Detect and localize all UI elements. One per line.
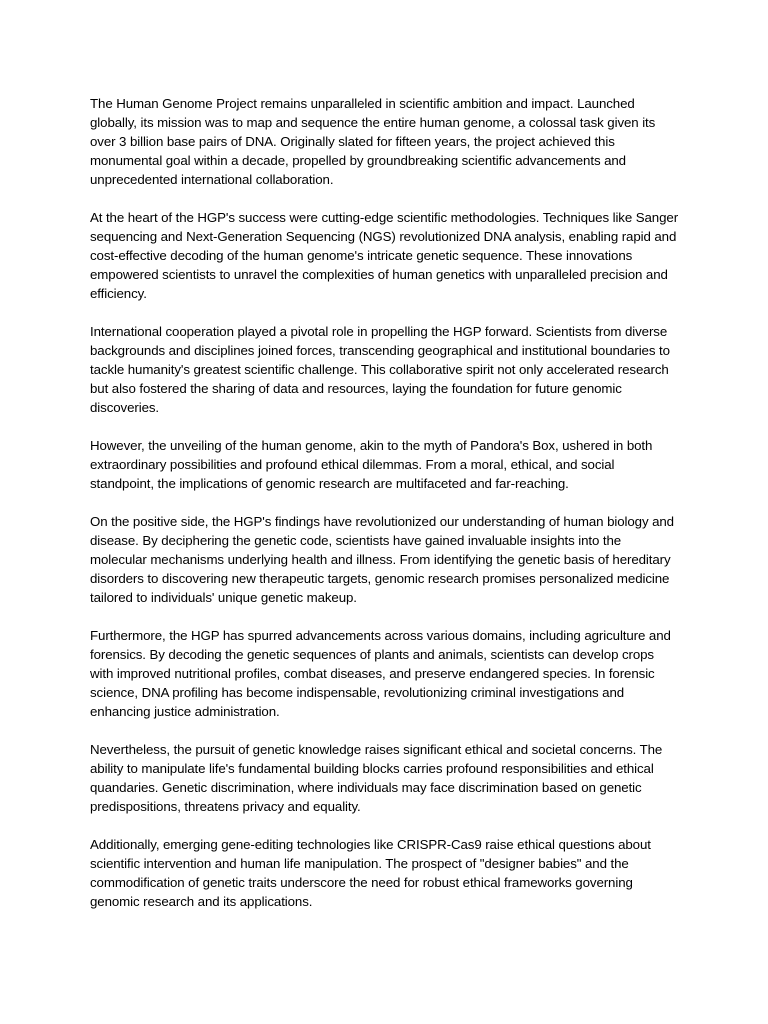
paragraph-4: However, the unveiling of the human genome, akin to the myth of Pandora's Box, ushered in both extraordinary possibilities and profound ethical dilemmas. From a moral, ethical, and social standpoint, the implications of genomic research are multifaceted and far-reaching. [90,438,653,491]
paragraph-5: On the positive side, the HGP's findings have revolutionized our understanding of human biology and disease. By deciphering the genetic code, scientists have gained invaluable insights into the molecular mechanisms underlying health and illness. From identifying the genetic basis of hereditary disorders to discovering new therapeutic targets, genomic research promises personalized medicine tailored to individuals' unique genetic makeup. [90,514,674,605]
document-body [90,94,680,930]
paragraph-8: Additionally, emerging gene-editing technologies like CRISPR-Cas9 raise ethical questions about scientific intervention and human life manipulation. The prospect of "designer babies" and the commodification of genetic traits underscore the need for robust ethical frameworks governing genomic research and its applications. [90,837,651,909]
paragraph-1: The Human Genome Project remains unparalleled in scientific ambition and impact. Launched globally, its mission was to map and sequence the entire human genome, a colossal task given its over 3 billion base pairs of DNA. Originally slated for fifteen years, the project achieved this monumental goal within a decade, propelled by groundbreaking scientific advancements and unprecedented international collaboration. [90,96,656,187]
paragraph-7: Nevertheless, the pursuit of genetic knowledge raises significant ethical and societal concerns. The ability to manipulate life's fundamental building blocks carries profound responsibilities and ethical quandaries. Genetic discrimination, where individuals may face discrimination based on genetic predispositions, threatens privacy and equality. [90,742,663,814]
paragraph-3: International cooperation played a pivotal role in propelling the HGP forward. Scientists from diverse backgrounds and disciplines joined forces, transcending geographical and institutional boundaries to tackle humanity's greatest scientific challenge. This collaborative spirit not only accelerated research but also fostered the sharing of data and resources, laying the foundation for future genomic discoveries. [90,324,670,415]
paragraph-2: At the heart of the HGP's success were cutting-edge scientific methodologies. Techniques like Sanger sequencing and Next-Generation Sequencing (NGS) revolutionized DNA analysis, enabling rapid and cost-effective decoding of the human genome's intricate genetic sequence. These innovations empowered scientists to unravel the complexities of human genetics with unparalleled precision and efficiency. [90,210,679,301]
paragraph-6: Furthermore, the HGP has spurred advancements across various domains, including agriculture and forensics. By decoding the genetic sequences of plants and animals, scientists can develop crops with improved nutritional profiles, combat diseases, and preserve endangered species. In forensic science, DNA profiling has become indispensable, revolutionizing criminal investigations and enhancing justice administration. [90,628,671,719]
